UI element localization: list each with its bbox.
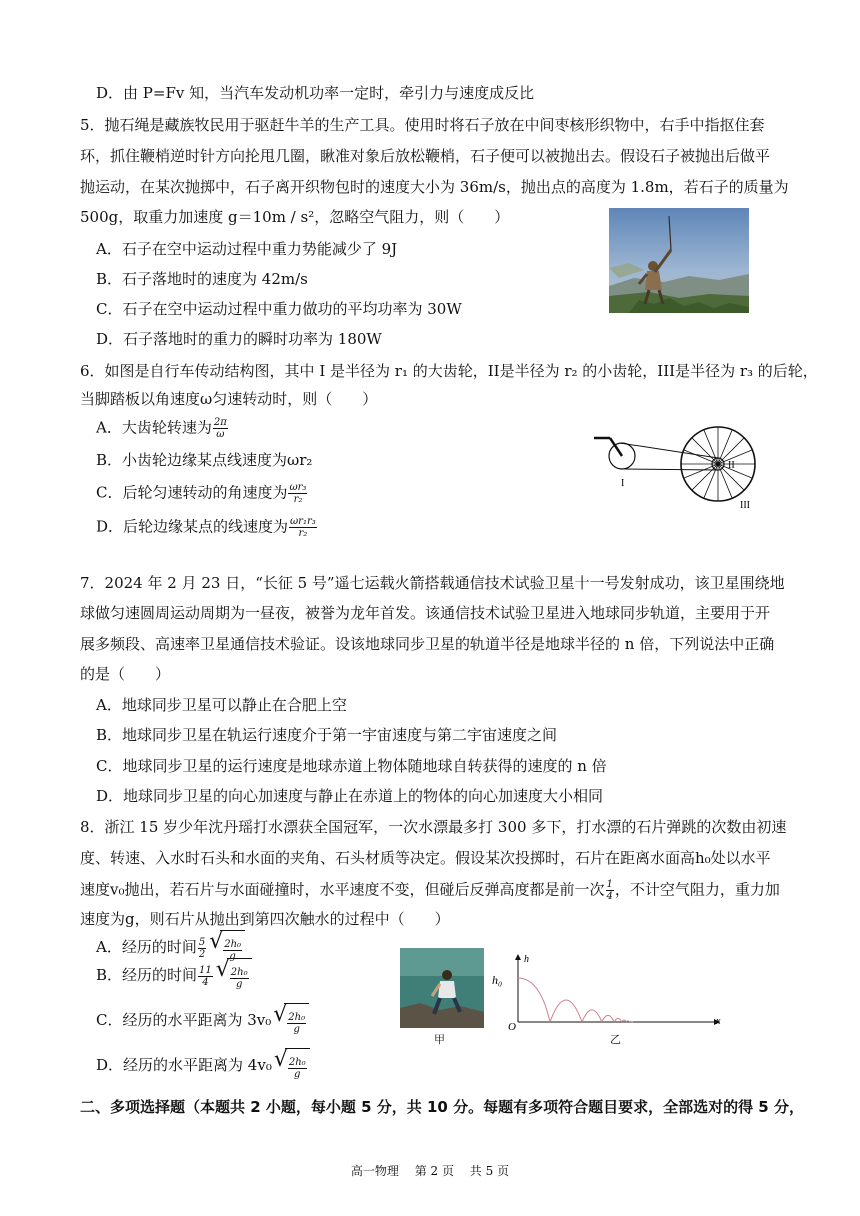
graph-label-yi: 乙 <box>610 1033 621 1046</box>
q8-stem-line4: 速度为g，则石片从抛出到第四次触水的过程中（ ） <box>80 910 450 928</box>
q5-stem-line2: 环，抓住鞭梢逆时针方向抡甩几圈，瞅准对象后放松鞭梢，石子便可以被抛出去。假设石子被抛出后做平 <box>80 147 771 165</box>
q8d-sqrt: √ $\frac{\text{2h₀}}{g}$ <box>274 1048 310 1084</box>
bounce-arc <box>550 1000 582 1022</box>
q8a-sqrt: √ $\frac{\text{2h₀}}{g}$ <box>209 930 245 966</box>
q6-option-c: C．后轮匀速转动的角速度为 $\frac{\text{ωr₃}}{\text{r₂}}$ <box>96 482 307 505</box>
label-I: I <box>621 478 625 489</box>
q5-option-b: B．石子落地时的速度为 42m/s <box>96 270 308 288</box>
q4-option-d: D．由 P=Fv 知，当汽车发动机功率一定时，牵引力与速度成反比 <box>96 84 535 102</box>
q8-quarter-fraction: $\frac{1}{4}$ <box>606 879 613 902</box>
page-footer: 高一物理 第 2 页 共 5 页 <box>350 1164 510 1178</box>
q5-stem-line1: 5．抛石绳是藏族牧民用于驱赶牛羊的生产工具。使用时将石子放在中间枣核形织物中，右手中指抠住套 <box>80 116 765 134</box>
q7-option-a: A．地球同步卫星可以静止在合肥上空 <box>96 696 347 714</box>
q6-stem-line1: 6．如图是自行车传动结构图，其中 I 是半径为 r₁ 的大齿轮，II是半径为 r₂ 的小齿轮，III是半径为 r₃ 的后轮， <box>80 362 818 380</box>
stone-skipping-photo <box>400 948 484 1028</box>
q6-stem-line2: 当脚踏板以角速度ω匀速转动时，则（ ） <box>80 390 378 408</box>
q6-option-b: B．小齿轮边缘某点线速度为ωr₂ <box>96 451 313 469</box>
bounce-arc <box>602 1015 614 1022</box>
wheel-spoke <box>692 438 718 464</box>
q8-stem-line3: 速度v₀抛出，若石片与水面碰撞时，水平速度不变，但碰后反弹高度都是前一次 $\frac{1}{4}$ ，不计空气阻力，重力加 <box>80 879 780 902</box>
q7-option-d: D．地球同步卫星的向心加速度与静止在赤道上的物体的向心加速度大小相同 <box>96 787 604 805</box>
q6d-fraction: $\frac{\text{ωr₁r₃}}{\text{r₂}}$ <box>290 516 316 539</box>
q8-option-d: D．经历的水平距离为 4v₀ √ $\frac{\text{2h₀}}{g}$ <box>96 1048 310 1084</box>
q5-option-c: C．石子在空中运动过程中重力做功的平均功率为 30W <box>96 300 462 318</box>
q6-option-a: A．大齿轮转速为 $\frac{2\pi}{\omega}$ <box>96 417 227 440</box>
photo-label-jia: 甲 <box>434 1033 445 1046</box>
label-II: II <box>728 460 735 471</box>
q8b-sqrt: √ $\frac{\text{2h₀}}{g}$ <box>216 958 252 994</box>
axis-x-label: x <box>716 1016 721 1027</box>
q8-stem-line2: 度、转速、入水时石头和水面的夹角、石头材质等决定。假设某次投掷时，石片在距离水面高h₀处以水平 <box>80 849 771 867</box>
bounce-arc <box>518 978 550 1022</box>
origin-label: O <box>508 1021 516 1032</box>
wheel-spoke <box>692 464 718 490</box>
q8-option-c: C．经历的水平距离为 3v₀ √ $\frac{\text{2h₀}}{g}$ <box>96 1003 309 1039</box>
q5-stem-line3: 抛运动，在某次抛掷中，石子离开织物包时的速度大小为 36m/s，抛出点的高度为 1.8m，若石子的质量为 <box>80 178 789 196</box>
q7-stem-line4: 的是（ ） <box>80 665 171 683</box>
q7-stem-line1: 7．2024 年 2 月 23 日，“长征 5 号”遥七运载火箭搭载通信技术试验卫星十一号发射成功，该卫星围绕地 <box>80 574 785 592</box>
section-2-heading: 二、多项选择题（本题共 2 小题，每小题 5 分，共 10 分。每题有多项符合题目要求，全部选对的得 5 分， <box>80 1098 804 1116</box>
q7-stem-line3: 展多频段、高速率卫星通信技术验证。设该地球同步卫星的轨道半径是地球半径的 n 倍，下列说法中正确 <box>80 635 775 653</box>
label-III: III <box>740 500 750 511</box>
h0-label: h₀ <box>492 973 503 987</box>
axis-h-label: h <box>524 954 529 965</box>
stone-bounce-graph <box>488 952 728 1032</box>
q8a-fraction: $\frac{5}{2}$ <box>198 936 206 960</box>
q6c-fraction: $\frac{\text{ωr₃}}{\text{r₂}}$ <box>289 482 307 505</box>
q6-option-d: D．后轮边缘某点的线速度为 $\frac{\text{ωr₁r₃}}{\text{r₂}}$ <box>96 516 316 539</box>
q5-option-a: A．石子在空中运动过程中重力势能减少了 9J <box>96 240 398 258</box>
q5-stem-line4: 500g，取重力加速度 g＝10m / s²，忽略空气阻力，则（ ） <box>80 208 510 226</box>
q7-stem-line2: 球做匀速圆周运动周期为一昼夜，被誉为龙年首发。该通信技术试验卫星进入地球同步轨道，主要用于开 <box>80 604 771 622</box>
bicycle-transmission-figure <box>592 418 772 518</box>
q8-option-a: A．经历的时间 $\frac{5}{2}$ √ $\frac{\text{2h₀}}{g}$ <box>96 930 245 966</box>
q8c-sqrt: √ $\frac{\text{2h₀}}{g}$ <box>273 1003 309 1039</box>
q7-option-b: B．地球同步卫星在轨运行速度介于第一宇宙速度与第二宇宙速度之间 <box>96 726 558 744</box>
q8b-fraction: $\frac{11}{4}$ <box>199 964 212 988</box>
q8-stem-line1: 8．浙江 15 岁少年沈丹瑶打水漂获全国冠军，一次水漂最多打 300 多下，打水漂的石片弹跳的次数由初速 <box>80 818 787 836</box>
sling-thrower-photo <box>609 208 749 313</box>
q7-option-c: C．地球同步卫星的运行速度是地球赤道上物体随地球自转获得的速度的 n 倍 <box>96 757 607 775</box>
bounce-arc <box>614 1018 622 1022</box>
q6a-fraction: $\frac{2\pi}{\omega}$ <box>213 417 227 440</box>
bounce-arc <box>582 1010 602 1022</box>
q8-option-b: B．经历的时间 $\frac{11}{4}$ √ $\frac{\text{2h₀}}{g}$ <box>96 958 252 994</box>
q5-option-d: D．石子落地时的重力的瞬时功率为 180W <box>96 330 382 348</box>
